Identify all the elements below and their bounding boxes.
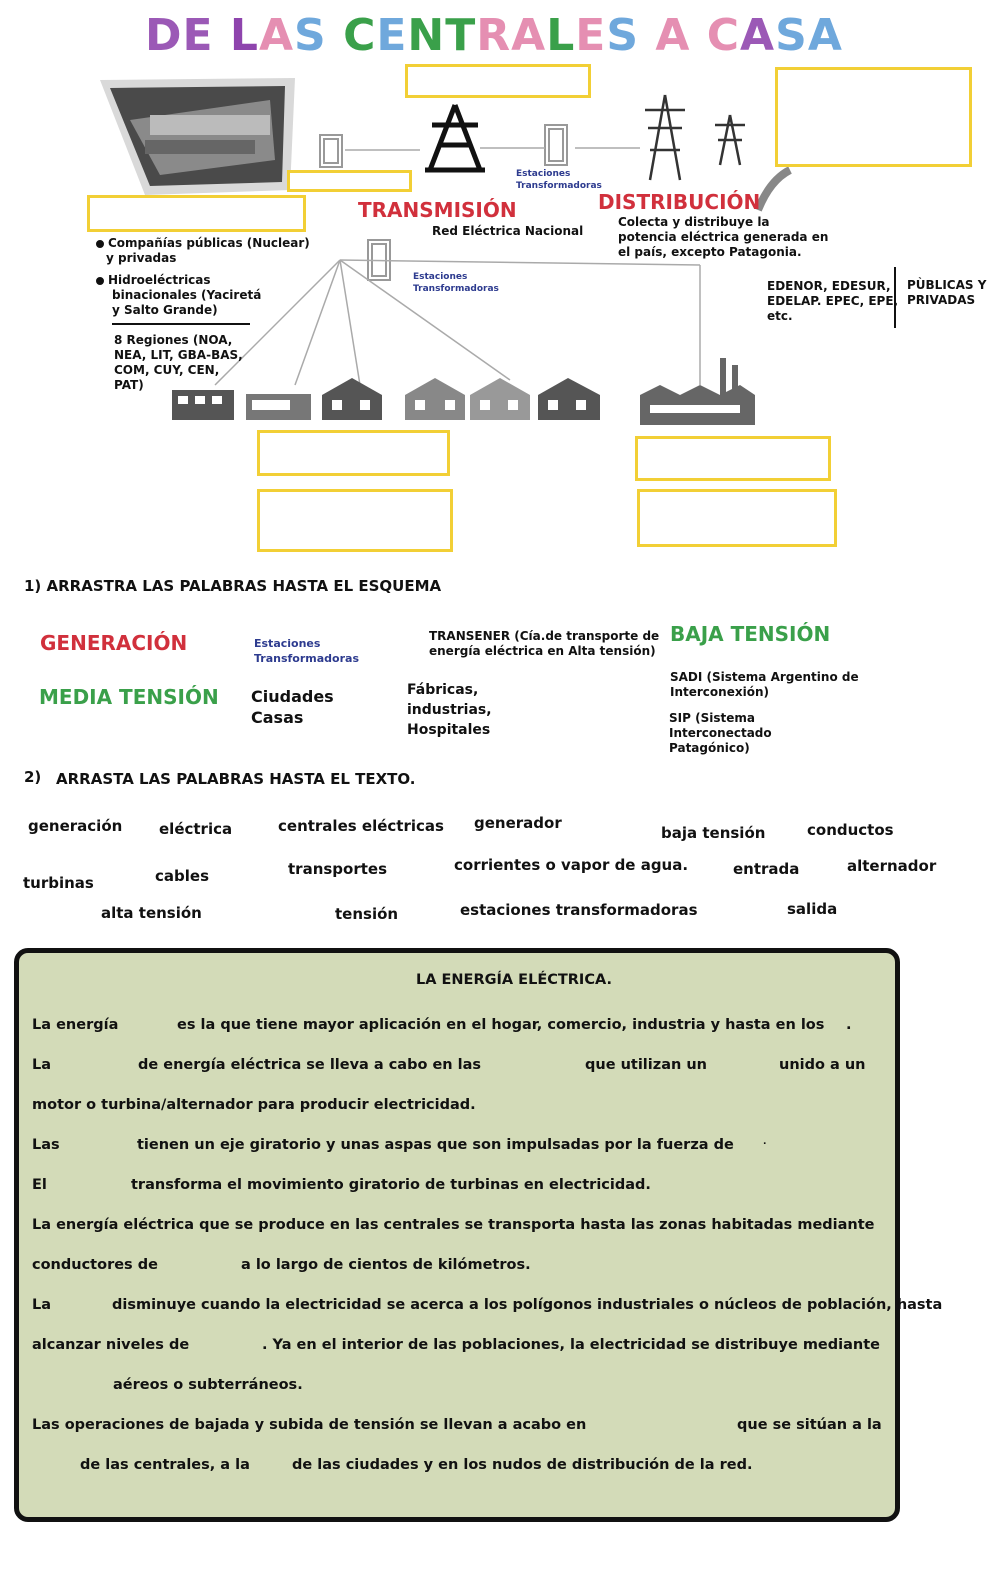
panel-text: tienen un eje giratorio y unas aspas que son impulsadas por la fuerza de (137, 1137, 734, 1153)
red-nacional-label: Red Eléctrica Nacional (432, 224, 584, 238)
panel-text: disminuye cuando la electricidad se acerca a los polígonos industriales o núcleos de población, hasta (112, 1297, 943, 1313)
word-transportes[interactable]: transportes (288, 860, 388, 878)
drop-slot-houses-2[interactable] (257, 489, 453, 552)
word-sadi[interactable]: SADI (Sistema Argentino de Interconexión) (670, 670, 859, 699)
bullet-icon (96, 240, 104, 248)
panel-text: La (32, 1057, 52, 1073)
drop-slot-generation-left[interactable] (87, 195, 306, 232)
word-electrica[interactable]: eléctrica (159, 820, 233, 838)
panel-text: Las (32, 1137, 60, 1153)
title-letter (214, 10, 230, 61)
section1-heading: 1) ARRASTRA LAS PALABRAS HASTA EL ESQUEMA (24, 577, 442, 595)
hidro-label: Hidroeléctricas binacionales (Yaciretá y Salto Grande) (96, 273, 261, 318)
word-generador[interactable]: generador (474, 814, 562, 832)
drop-slot-top-right[interactable] (775, 67, 972, 167)
distribution-tower-icon (645, 95, 745, 180)
transmision-label: TRANSMISIÓN (358, 198, 517, 222)
estaciones-label-top: Estaciones Transformadoras (516, 169, 602, 191)
word-salida[interactable]: salida (787, 900, 838, 918)
panel-text: conductores de (32, 1257, 158, 1273)
word-alternador[interactable]: alternador (847, 857, 937, 875)
word-conductos[interactable]: conductos (807, 821, 894, 839)
panel-text: a lo largo de cientos de kilómetros. (241, 1257, 531, 1273)
title-letter: D (145, 10, 183, 61)
panel-text: de las ciudades y en los nudos de distribución de la red. (292, 1457, 753, 1473)
panel-text: alcanzar niveles de (32, 1337, 190, 1353)
panel-text: que se sitúan a la (737, 1417, 882, 1433)
word-corrientes[interactable]: corrientes o vapor de agua. (454, 856, 689, 874)
panel-text: transforma el movimiento giratorio de turbinas en electricidad. (131, 1177, 651, 1193)
word-baja-tension[interactable]: BAJA TENSIÓN (670, 622, 831, 646)
title-letter: A (258, 10, 295, 61)
title-letter: A (807, 10, 843, 61)
panel-text: motor o turbina/alternador para producir electricidad. (32, 1097, 476, 1113)
word-cables[interactable]: cables (155, 867, 209, 885)
drop-slot-top-center[interactable] (405, 64, 591, 98)
arc-decoration-icon (758, 170, 790, 210)
title-letter: A (511, 10, 547, 61)
title-letter: S (775, 10, 808, 61)
transmission-tower-icon (425, 105, 485, 170)
panel-text: de las centrales, a la (80, 1457, 250, 1473)
drop-slot-factory-1[interactable] (635, 436, 831, 481)
word-alta-tension[interactable]: alta tensión (101, 904, 202, 922)
word-fabricas[interactable]: Fábricas, industrias, Hospitales (407, 682, 492, 738)
drop-slot-under-photo[interactable] (287, 170, 412, 192)
panel-text: El (32, 1177, 47, 1193)
panel-text: unido a un (779, 1057, 866, 1073)
title-letter: L (546, 10, 576, 61)
word-ciudades-casas[interactable]: Ciudades Casas (251, 687, 334, 727)
word-media-tension[interactable]: MEDIA TENSIÓN (39, 685, 219, 709)
text-panel (14, 948, 900, 1522)
panel-text: . (763, 1137, 767, 1147)
word-centrales[interactable]: centrales eléctricas (278, 817, 444, 835)
companias-label: Compañías públicas (Nuclear) y privadas (96, 236, 310, 266)
regiones-label: 8 Regiones (NOA, NEA, LIT, GBA-BAS, COM, CUY, CEN, PAT) (114, 333, 243, 392)
title-letter: S (606, 10, 640, 61)
distribucion-desc: Colecta y distribuye la potencia eléctrica generada en el país, excepto Patagonia. (618, 215, 829, 259)
word-transener[interactable]: TRANSENER (Cía.de transporte de energía eléctrica en Alta tensión) (429, 629, 660, 658)
title-letter (690, 10, 706, 61)
word-generacion-lc[interactable]: generación (28, 817, 123, 835)
distribucion-label: DISTRIBUCIÓN (598, 190, 761, 214)
section2-heading: ARRASTA LAS PALABRAS HASTA EL TEXTO. (56, 770, 416, 788)
panel-text: La energía (32, 1017, 119, 1033)
title-letter: E (575, 10, 607, 61)
title-letter: C (706, 10, 741, 61)
title-letter: R (476, 10, 512, 61)
panel-title: LA ENERGÍA ELÉCTRICA. (416, 972, 612, 988)
panel-text: aéreos o subterráneos. (113, 1377, 303, 1393)
panel-text: de energía eléctrica se lleva a cabo en las (138, 1057, 482, 1073)
panel-text: que utilizan un (585, 1057, 707, 1073)
word-generacion[interactable]: GENERACIÓN (40, 631, 188, 655)
title-letter: E (182, 10, 214, 61)
word-sip[interactable]: SIP (Sistema Interconectado Patagónico) (669, 711, 772, 755)
title-letter (639, 10, 655, 61)
publicas-label: PÙBLICAS Y PRIVADAS (907, 278, 987, 307)
title-letter: L (229, 10, 259, 61)
title-letter: C (343, 10, 377, 61)
panel-text: . Ya en el interior de las poblaciones, la electricidad se distribuye mediante (262, 1337, 880, 1353)
estaciones-label-middle: Estaciones Transformadoras (413, 272, 499, 294)
title-letter: N (407, 10, 446, 61)
factory-icon (640, 358, 755, 425)
title-letter: E (376, 10, 408, 61)
title-letter: A (740, 10, 776, 61)
power-plant-photo-icon (100, 78, 295, 195)
panel-text: es la que tiene mayor aplicación en el hogar, comercio, industria y hasta en los (177, 1017, 825, 1033)
title-letter: T (445, 10, 477, 61)
drop-slot-factory-2[interactable] (637, 489, 837, 547)
word-estaciones-transformadoras[interactable]: Estaciones Transformadoras (254, 637, 359, 665)
section2-number: 2) (24, 768, 42, 786)
page-title (145, 10, 843, 61)
word-estaciones-transformadoras-lc[interactable]: estaciones transformadoras (460, 901, 698, 919)
panel-text: Las operaciones de bajada y subida de tensión se llevan a acabo en (32, 1417, 587, 1433)
word-baja-tension-lc[interactable]: baja tensión (661, 824, 766, 842)
panel-text: La energía eléctrica que se produce en las centrales se transporta hasta las zonas habitadas mediante (32, 1217, 875, 1233)
title-letter: A (655, 10, 691, 61)
word-tension[interactable]: tensión (335, 905, 399, 923)
title-letter (327, 10, 343, 61)
panel-text: La (32, 1297, 52, 1313)
edenor-label: EDENOR, EDESUR, EDELAP. EPEC, EPE, etc. (767, 279, 899, 323)
word-turbinas[interactable]: turbinas (23, 874, 94, 892)
bullet-icon (96, 277, 104, 285)
panel-text: . (846, 1017, 852, 1033)
word-entrada[interactable]: entrada (733, 860, 800, 878)
title-letter: S (294, 10, 327, 61)
drop-slot-houses-1[interactable] (257, 430, 450, 476)
